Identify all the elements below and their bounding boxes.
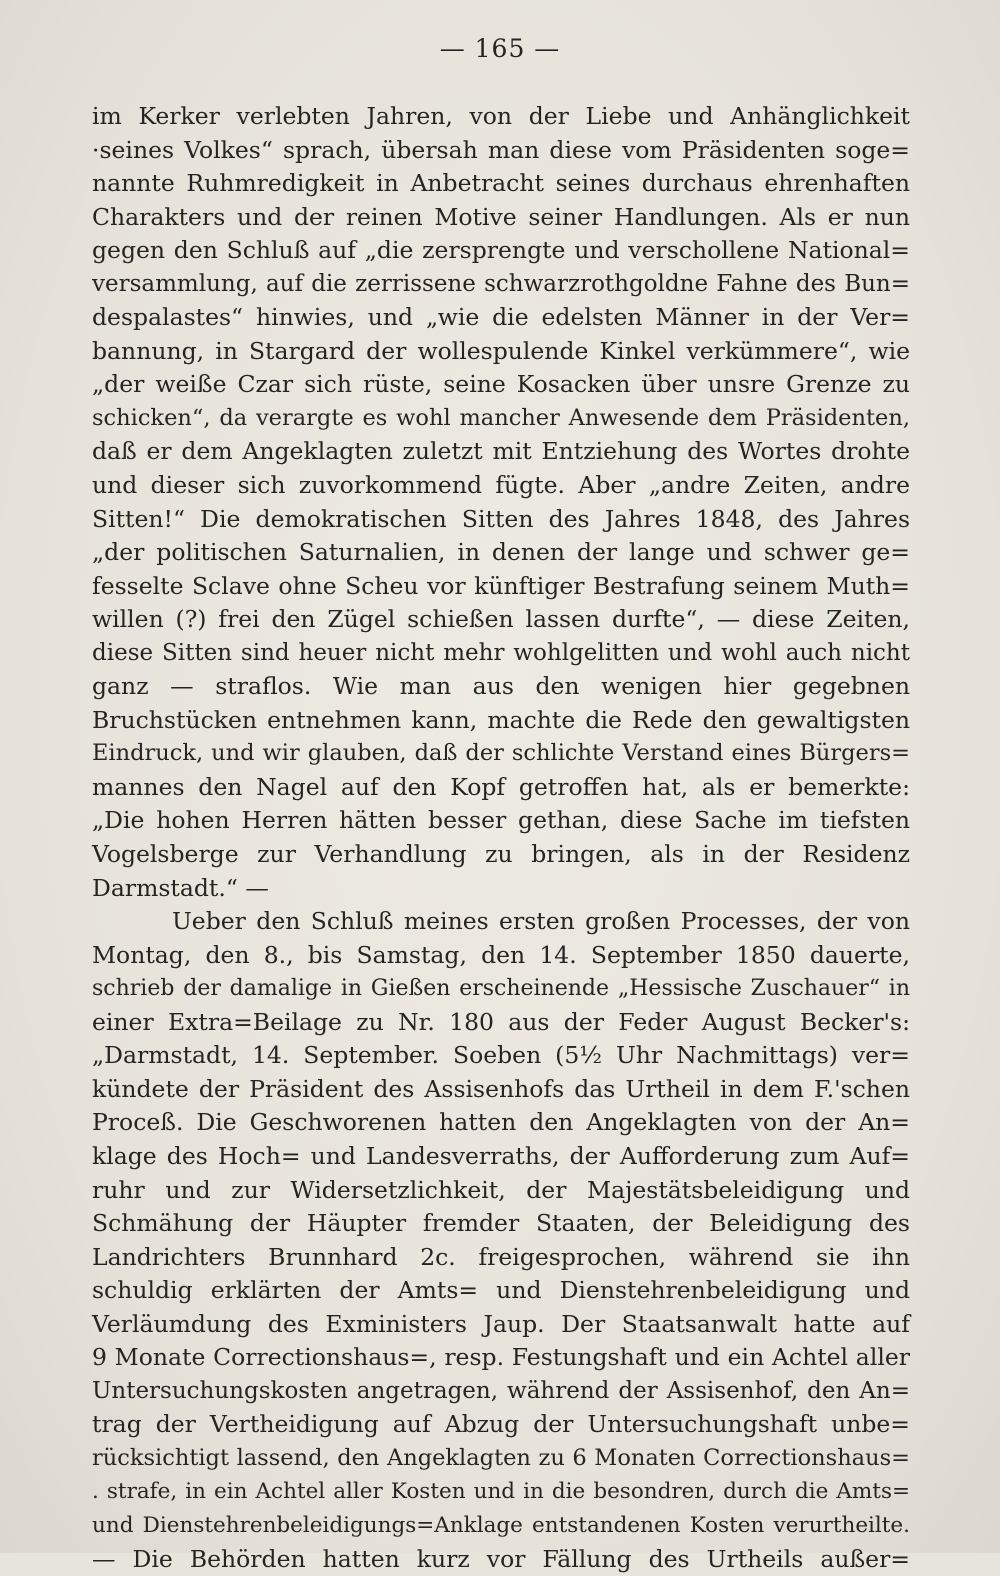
text-line: Schmähung der Häupter fremder Staaten, der Beleidigung des [92, 1209, 910, 1238]
text-line: kündete der Präsident des Assisenhofs das Urtheil in dem F.'schen [92, 1074, 910, 1103]
text-line: „Die hohen Herren hätten besser gethan, diese Sache im tiefsten [92, 806, 910, 835]
text-line: schrieb der damalige in Gießen erscheinende „Hessische Zuschauer“ in [92, 976, 910, 1002]
text-line: Bruchstücken entnehmen kann, machte die Rede den gewaltigsten [92, 705, 910, 734]
text-line: ganz — straflos. Wie man aus den wenigen hier gegebnen [92, 672, 910, 701]
text-line: despalastes“ hinwies, und „wie die edelsten Männer in der Ver= [92, 303, 910, 332]
text-line: Montag, den 8., bis Samstag, den 14. September 1850 dauerte, [92, 940, 910, 969]
text-line: ·seines Volkes“ sprach, übersah man diese vom Präsidenten soge= [92, 135, 910, 164]
text-line: Sitten!“ Die demokratischen Sitten des Jahres 1848, des Jahres [92, 504, 910, 533]
text-line: Verläumdung des Exministers Jaup. Der Staatsanwalt hatte auf [92, 1309, 910, 1338]
text-line: rücksichtigt lassend, den Angeklagten zu 6 Monaten Correctionshaus= [92, 1444, 910, 1471]
text-line: fesselte Sclave ohne Scheu vor künftiger Bestrafung seinem Muth= [92, 571, 910, 600]
text-line: bannung, in Stargard der wollespulende Kinkel verkümmere“, wie [92, 336, 910, 365]
text-line: klage des Hoch= und Landesverraths, der Aufforderung zum Auf= [92, 1141, 910, 1170]
page-number: — 165 — [439, 34, 561, 63]
text-line: — Die Behörden hatten kurz vor Fällung des Urtheils außer= [92, 1544, 910, 1573]
text-line: 9 Monate Correctionshaus=, resp. Festungshaft und ein Achtel aller [92, 1343, 910, 1372]
text-line: „der politischen Saturnalien, in denen der lange und schwer ge= [92, 538, 910, 567]
text-line: und dieser sich zuvorkommend fügte. Aber „andre Zeiten, andre [92, 471, 910, 500]
text-line: Untersuchungskosten angetragen, während der Assisenhof, den An= [92, 1377, 910, 1404]
text-line: daß er dem Angeklagten zuletzt mit Entziehung des Wortes drohte [92, 437, 910, 466]
text-line: Landrichters Brunnhard 2c. freigesprochen, während sie ihn [92, 1242, 910, 1271]
text-line: schuldig erklärten der Amts= und Dienstehrenbeleidigung und [92, 1276, 910, 1305]
text-line: im Kerker verlebten Jahren, von der Liebe und Anhänglichkeit [92, 102, 910, 130]
body-text [92, 100, 910, 1576]
text-line: trag der Vertheidigung auf Abzug der Untersuchungshaft unbe= [92, 1410, 910, 1439]
text-line: ruhr und zur Widersetzlichkeit, der Majestätsbeleidigung und [92, 1175, 910, 1204]
text-line: und Dienstehrenbeleidigungs=Anklage entstandenen Kosten verurtheilte. [92, 1512, 910, 1538]
text-line: willen (?) frei den Zügel schießen lassen durfte“, — diese Zeiten, [92, 605, 910, 634]
text-line: schicken“, da verargte es wohl mancher Anwesende dem Präsidenten, [92, 404, 910, 431]
text-line: versammlung, auf die zerrissene schwarzrothgoldne Fahne des Bun= [92, 270, 910, 297]
text-line: Proceß. Die Geschworenen hatten den Angeklagten von der An= [92, 1108, 910, 1137]
text-line: „der weiße Czar sich rüste, seine Kosacken über unsre Grenze zu [92, 370, 910, 399]
text-line: diese Sitten sind heuer nicht mehr wohlgelitten und wohl auch nicht [92, 639, 910, 666]
text-line: Darmstadt.“ — [92, 873, 269, 902]
text-line: mannes den Nagel auf den Kopf getroffen hat, als er bemerkte: [92, 772, 910, 801]
text-line: nannte Ruhmredigkeit in Anbetracht seines durchaus ehrenhaften [92, 169, 910, 198]
text-line: Charakters und der reinen Motive seiner Handlungen. Als er nun [92, 202, 910, 231]
text-line: einer Extra=Beilage zu Nr. 180 aus der Feder August Becker's: [92, 1007, 910, 1036]
text-line: gegen den Schluß auf „die zersprengte und verschollene National= [92, 236, 910, 265]
text-line: Ueber den Schluß meines ersten großen Processes, der von [172, 907, 910, 936]
text-line: . strafe, in ein Achtel aller Kosten und in die besondren, durch die Amts= [92, 1479, 910, 1505]
text-line: Eindruck, und wir glauben, daß der schlichte Verstand eines Bürgers= [92, 740, 910, 767]
text-line: „Darmstadt, 14. September. Soeben (5½ Uhr Nachmittags) ver= [92, 1041, 910, 1070]
text-line: Vogelsberge zur Verhandlung zu bringen, als in der Residenz [92, 840, 910, 869]
